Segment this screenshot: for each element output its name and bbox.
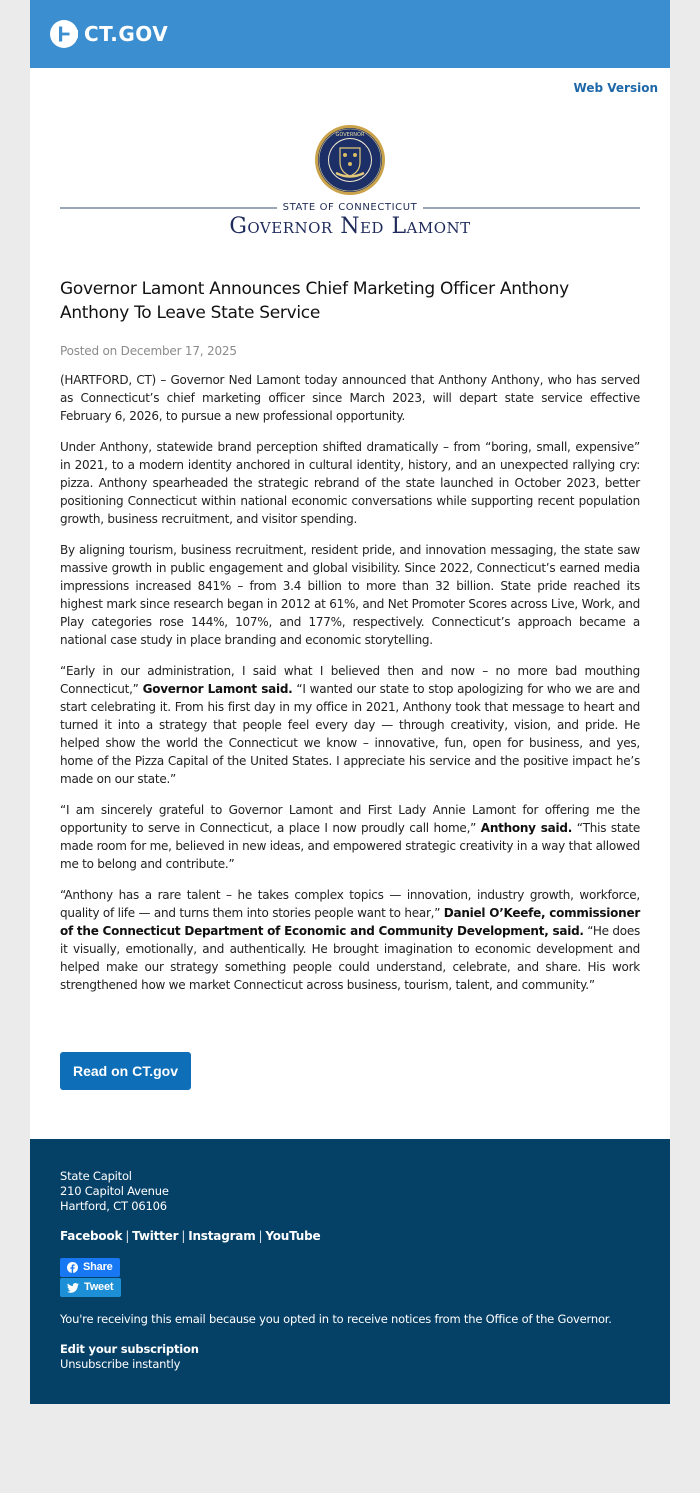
ct-gov-header xyxy=(30,0,670,68)
facebook-link[interactable]: Facebook xyxy=(60,1229,123,1243)
facebook-icon xyxy=(67,1262,78,1273)
twitter-bird-icon xyxy=(67,1283,79,1293)
governor-banner xyxy=(60,98,640,239)
twitter-link[interactable]: Twitter xyxy=(132,1229,179,1243)
email-body xyxy=(30,68,670,1139)
ct-gov-logo[interactable] xyxy=(50,20,168,48)
edit-subscription-link[interactable]: Edit your subscription xyxy=(60,1342,199,1356)
instagram-link[interactable]: Instagram xyxy=(188,1229,256,1243)
social-links: Facebook | Twitter | Instagram | YouTube xyxy=(60,1229,321,1243)
paragraph-growth-stats: By aligning tourism, business recruitment, resident pride, and innovation messaging, the state saw massive growth in public engagement and global visibility. Since 2022, Connecticut’s earned media impressions increased 841% – from 3.4 billion to more than 32 billion. State pride reached its highest mark since research began in 2012 at 61%, and Net Promoter Scores across Live, Work, and Play categories rose 144%, 107%, and 177%, respectively. Connecticut’s approach became a national case study in place branding and economic storytelling. xyxy=(60,543,640,647)
web-version-link[interactable]: Web Version xyxy=(573,81,658,95)
divider-left xyxy=(60,207,277,209)
svg-text:GOVERNOR: GOVERNOR xyxy=(335,132,365,138)
address-block xyxy=(60,1169,640,1214)
share-buttons xyxy=(60,1258,640,1297)
speaker-okeefe: Daniel O’Keefe, commissioner of the Connecticut Department of Economic and Community Development, said. xyxy=(60,906,640,938)
paragraph-okeefe-quote: “Anthony has a rare talent – he takes complex topics — innovation, industry growth, workforce, quality of life — and turns them into stories people want to hear,” Daniel O’Keefe, commissioner of the Connecticut Department of Economic and Community Development, said. “He does it visually, emotionally, and authentically. He brought imagination to economic development and helped make our strategy something people could understand, celebrate, and share. His work strengthened how we market Connecticut across business, tourism, talent, and community.” xyxy=(60,888,640,992)
read-on-ctgov-button[interactable]: Read on CT.gov xyxy=(60,1052,191,1090)
paragraph-governor-quote: “Early in our administration, I said what I believed then and now – no more bad mouthing Connecticut,” Governor Lamont said. “I wanted our state to stop apologizing for who we are and start celebrating it. From his first day in my office in 2021, Anthony took that message to heart and turned it into a strategy that people feel every day — through creativity, vision, and pride. He helped show the world the Connecticut we know – innovative, fun, open for business, and yes, home of the Pizza Capital of the United States. I appreciate his service and the positive impact he’s made on our state.” xyxy=(60,664,640,786)
twitter-tweet-button[interactable]: Tweet xyxy=(60,1278,121,1297)
paragraph-intro: (HARTFORD, CT) – Governor Ned Lamont today announced that Anthony Anthony, who has served as Connecticut’s chief marketing officer since March 2023, will depart state service effective February 6, 2026, to pursue a new professional opportunity. xyxy=(60,373,640,423)
speaker-anthony: Anthony said. xyxy=(480,821,573,835)
posted-date: Posted on December 17, 2025 xyxy=(60,344,237,358)
address-line: 210 Capitol Avenue xyxy=(60,1184,169,1198)
address-line: Hartford, CT 06106 xyxy=(60,1199,167,1213)
facebook-share-button[interactable]: Share xyxy=(60,1258,120,1277)
governor-name: Governor Ned Lamont xyxy=(229,214,471,239)
unsubscribe-link[interactable]: Unsubscribe instantly xyxy=(60,1357,181,1371)
address-line: State Capitol xyxy=(60,1169,132,1183)
subscription-notice: You're receiving this email because you opted in to receive notices from the Office of the Governor. xyxy=(60,1312,612,1326)
speaker-governor: Governor Lamont said. xyxy=(142,682,293,696)
paragraph-brand-perception: Under Anthony, statewide brand perception shifted dramatically – from “boring, small, expensive” in 2021, to a modern identity anchored in cultural identity, history, and an unexpected rallying cry: pizza. Anthony spearheaded the strategic rebrand of the state launched in October 2023, better positioning Connecticut within national economic conversations while supporting recent population growth, business recruitment, and visitor spending. xyxy=(60,440,640,526)
paragraph-anthony-quote: “I am sincerely grateful to Governor Lamont and First Lady Annie Lamont for offering me the opportunity to serve in Connecticut, a place I now proudly call home,” Anthony said. “This state made room for me, believed in new ideas, and empowered strategic creativity in a way that allowed me to belong and contribute.” xyxy=(60,803,641,871)
email-footer xyxy=(30,1139,670,1404)
logo-text: CT.GOV xyxy=(84,22,169,46)
ct-logo-icon xyxy=(50,20,78,48)
email-container xyxy=(30,0,670,1404)
article-title: Governor Lamont Announces Chief Marketing Officer Anthony Anthony To Leave State Service xyxy=(60,279,569,323)
state-label: STATE OF CONNECTICUT xyxy=(282,202,418,213)
governor-seal-icon xyxy=(314,124,386,196)
youtube-link[interactable]: YouTube xyxy=(265,1229,321,1243)
divider-right xyxy=(423,207,640,209)
